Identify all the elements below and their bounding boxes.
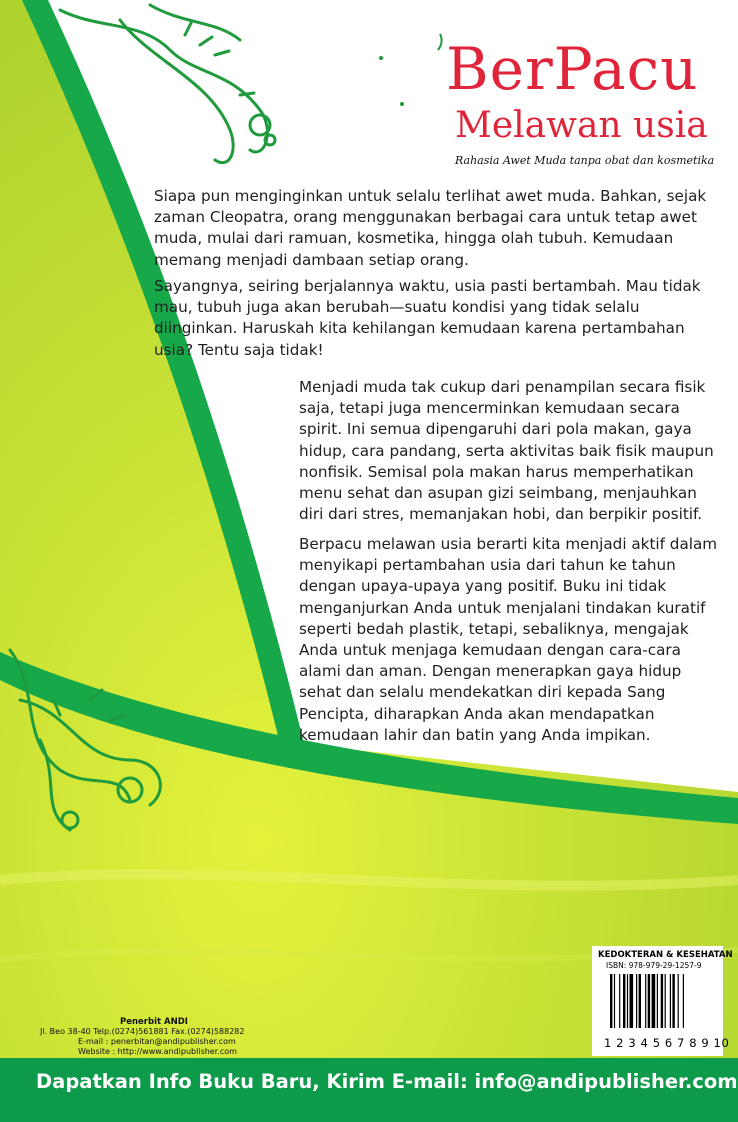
publisher-website: Website : http://www.andipublisher.com [78,1047,237,1056]
publisher-name: Penerbit ANDI [120,1017,188,1027]
publisher-address: Jl. Beo 38-40 Telp.(0274)561881 Fax.(0274)588282 [40,1027,245,1036]
isbn-block [592,946,733,1056]
blurb-paragraph-1: Siapa pun menginginkan untuk selalu terlihat awet muda. Bahkan, sejak zaman Cleopatra, orang menggunakan berbagai cara untuk tetap awet muda, mulai dari ramuan, kosmetika, hingga olah tubuh. Kemudaan memang menjadi dambaan setiap orang. [154,187,707,269]
publisher-email: E-mail : penerbitan@andipublisher.com [78,1037,236,1046]
blurb-paragraph-2: Sayangnya, seiring berjalannya waktu, usia pasti bertambah. Mau tidak mau, tubuh juga akan berubah—suatu kondisi yang tidak selalu diinginkan. Haruskah kita kehilangan kemudaan karena pertambahan usia? Tentu saja tidak! [154,277,701,359]
blurb-paragraph-4: Berpacu melawan usia berarti kita menjadi aktif dalam menyikapi pertambahan usia dari tahun ke tahun dengan upaya-upaya yang positif. Buku ini tidak menganjurkan Anda untuk menjalani tindakan kuratif seperti bedah plastik, tetapi, sebaliknya, mengajak Anda untuk menjaga kemudaan dengan cara-cara alami dan aman. Dengan menerapkan gaya hidup sehat dan selalu mendekatkan diri kepada Sang Pencipta, diharapkan Anda akan mendapatkan kemudaan lahir dan batin yang Anda impikan. [299,535,718,744]
footer-promo-text: Dapatkan Info Buku Baru, Kirim E-mail: info@andipublisher.com [36,1070,738,1093]
book-category: KEDOKTERAN & KESEHATAN [598,950,733,960]
book-subtitle: Melawan usia [455,105,708,146]
isbn-number: ISBN: 978-979-29-1257-9 [606,961,702,970]
book-title: BerPacu [446,35,699,103]
barcode-icon [608,974,708,1028]
book-tagline: Rahasia Awet Muda tanpa obat dan kosmetika [455,154,715,167]
blurb-paragraph-3: Menjadi muda tak cukup dari penampilan secara fisik saja, tetapi juga mencerminkan kemudaan secara spirit. Ini semua dipengaruhi dari pola makan, gaya hidup, cara pandang, serta aktivitas baik fisik maupun nonfisik. Semisal pola makan harus memperhatikan menu sehat dan asupan gizi seimbang, menjauhkan diri dari stres, memanjakan hobi, dan berpikir positif. [299,378,714,524]
barcode-digits: 1 2 3 4 5 6 7 8 9 10 [604,1036,730,1050]
